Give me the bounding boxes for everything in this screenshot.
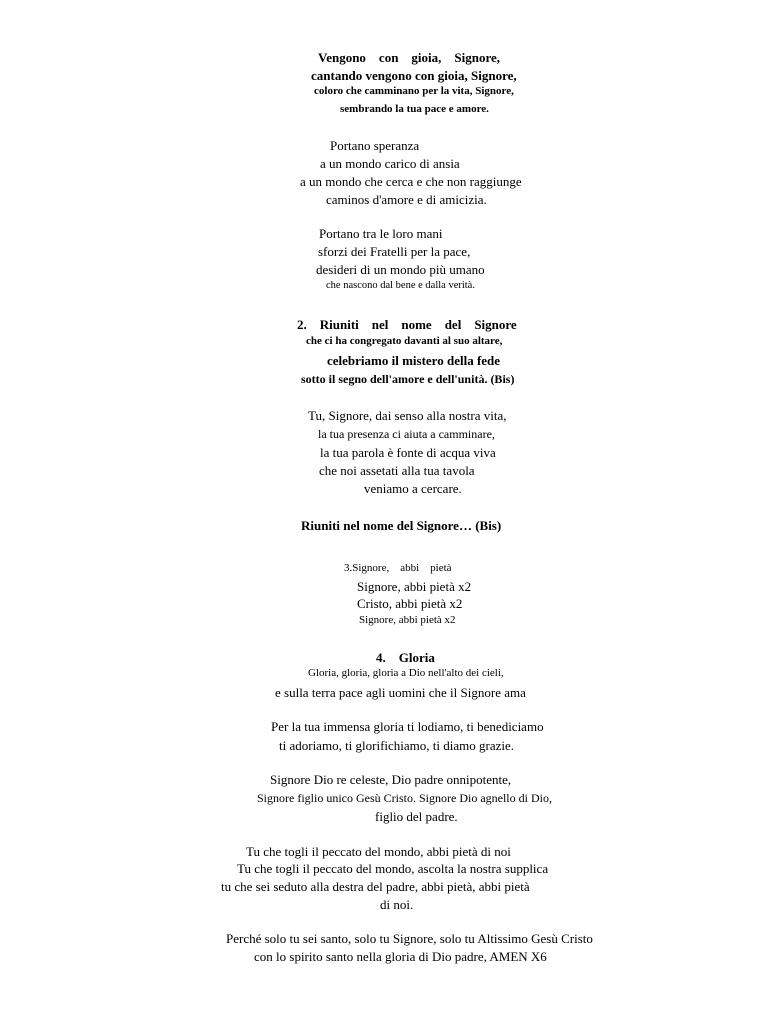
section-heading: 2. Riuniti nel nome del Signore	[297, 317, 517, 332]
verse-line: tu che sei seduto alla destra del padre, abbi pietà, abbi pietà	[221, 879, 530, 894]
verse-line: a un mondo che cerca e che non raggiunge	[300, 174, 522, 189]
verse-line: con lo spirito santo nella gloria di Dio padre, AMEN X6	[254, 949, 547, 964]
verse-line: sforzi dei Fratelli per la pace,	[318, 244, 471, 259]
verse-line: che ci ha congregato davanti al suo altare,	[306, 335, 503, 347]
verse-line: Cristo, abbi pietà x2	[357, 596, 463, 611]
verse-line: Tu, Signore, dai senso alla nostra vita,	[308, 408, 507, 423]
refrain-line: Riuniti nel nome del Signore… (Bis)	[301, 518, 502, 533]
verse-line: Per la tua immensa gloria ti lodiamo, ti benediciamo	[271, 719, 544, 734]
section-heading: 4. Gloria	[376, 650, 435, 665]
verse-line: la tua parola è fonte di acqua viva	[320, 445, 496, 460]
verse-line: di noi.	[380, 897, 414, 912]
verse-line: Signore, abbi pietà x2	[357, 579, 472, 594]
verse-line: Perché solo tu sei santo, solo tu Signore, solo tu Altissimo Gesù Cristo	[226, 931, 593, 946]
section-heading: 3.Signore, abbi pietà	[344, 562, 452, 574]
verse-line: Signore, abbi pietà x2	[359, 614, 456, 626]
verse-line: ti adoriamo, ti glorifichiamo, ti diamo grazie.	[279, 738, 515, 753]
verse-line: che nascono dal bene e dalla verità.	[326, 280, 475, 291]
verse-line: desideri di un mondo più umano	[316, 262, 485, 277]
verse-line: veniamo a cercare.	[364, 481, 462, 496]
verse-line: Gloria, gloria, gloria a Dio nell'alto dei cieli,	[308, 667, 504, 679]
verse-line: Portano tra le loro mani	[319, 226, 443, 241]
verse-line: caminos d'amore e di amicizia.	[326, 192, 487, 207]
verse-line: Tu che togli il peccato del mondo, abbi pietà di noi	[246, 844, 511, 859]
verse-line: celebriamo il mistero della fede	[327, 353, 501, 368]
verse-line: che noi assetati alla tua tavola	[319, 463, 475, 478]
verse-line: cantando vengono con gioia, Signore,	[311, 68, 517, 83]
verse-line: a un mondo carico di ansia	[320, 156, 460, 171]
verse-line: figlio del padre.	[375, 809, 458, 824]
verse-line: Vengono con gioia, Signore,	[318, 50, 501, 65]
verse-line: sotto il segno dell'amore e dell'unità. (Bis)	[301, 372, 515, 386]
verse-line: e sulla terra pace agli uomini che il Signore ama	[275, 685, 526, 700]
verse-line: Signore Dio re celeste, Dio padre onnipotente,	[270, 772, 512, 787]
verse-line: la tua presenza ci aiuta a camminare,	[318, 427, 495, 441]
verse-line: Portano speranza	[330, 138, 420, 153]
verse-line: coloro che camminano per la vita, Signore,	[314, 85, 514, 97]
verse-line: Signore figlio unico Gesù Cristo. Signore Dio agnello di Dio,	[257, 791, 552, 805]
verse-line: Tu che togli il peccato del mondo, ascolta la nostra supplica	[237, 861, 549, 876]
verse-line: sembrando la tua pace e amore.	[340, 103, 489, 115]
